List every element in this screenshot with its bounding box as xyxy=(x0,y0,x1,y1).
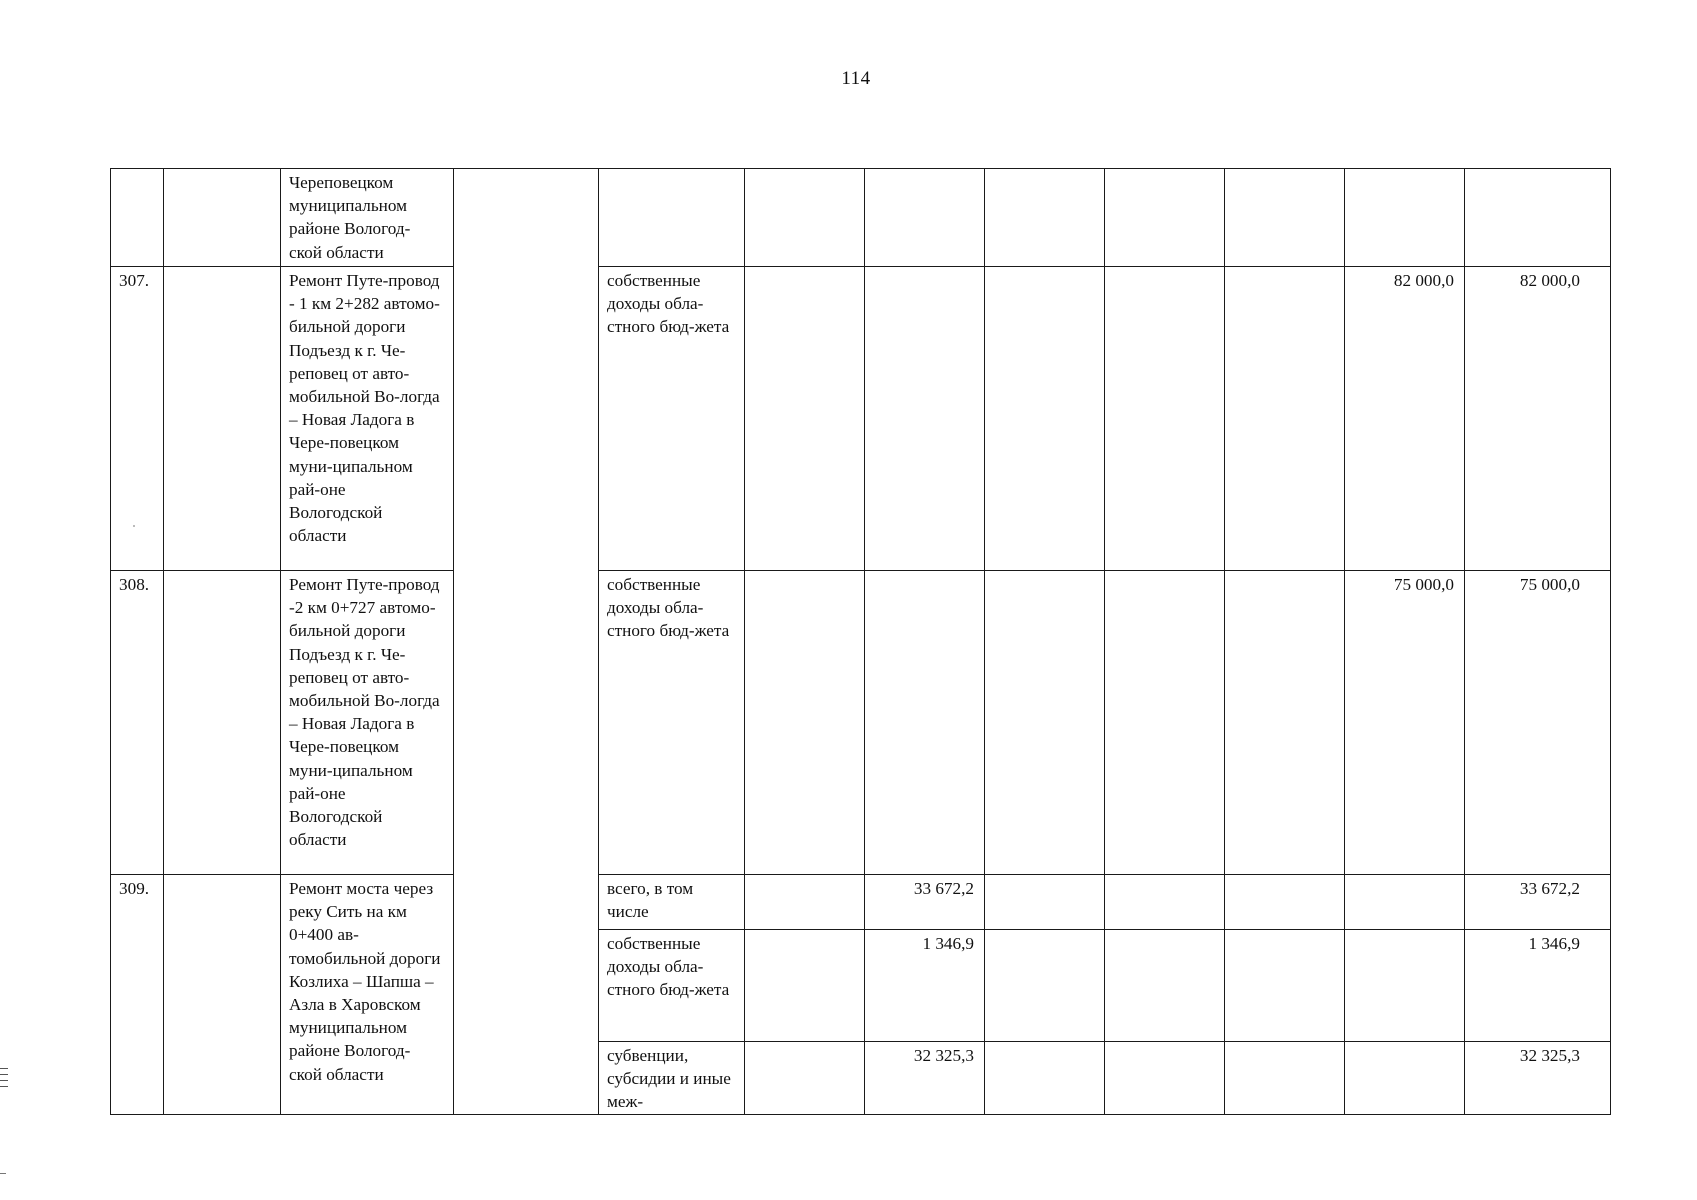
blank-cell xyxy=(1345,875,1465,930)
blank-cell xyxy=(1345,930,1465,1042)
amount-first-year: 32 325,3 xyxy=(865,1042,985,1115)
funding-source: всего, в том числе xyxy=(599,875,745,930)
blank-cell xyxy=(1105,169,1225,267)
blank-cell xyxy=(1345,169,1465,267)
row-index: 308. xyxy=(111,571,164,875)
amount-first-year: 1 346,9 xyxy=(865,930,985,1042)
amount-total: 82 000,0 xyxy=(1465,267,1611,571)
blank-cell xyxy=(985,169,1105,267)
budget-table xyxy=(110,168,1611,1115)
amount-first-year: 33 672,2 xyxy=(865,875,985,930)
blank-cell xyxy=(1225,930,1345,1042)
blank-cell xyxy=(1225,1042,1345,1115)
amount-total: 75 000,0 xyxy=(1465,571,1611,875)
blank-cell xyxy=(164,875,281,1115)
blank-cell xyxy=(865,571,985,875)
blank-cell xyxy=(865,169,985,267)
blank-cell xyxy=(745,930,865,1042)
funding-source: собственные доходы обла-стного бюд-жета xyxy=(599,267,745,571)
blank-cell xyxy=(745,169,865,267)
funding-source: собственные доходы обла-стного бюд-жета xyxy=(599,930,745,1042)
blank-cell xyxy=(1225,571,1345,875)
blank-cell xyxy=(985,875,1105,930)
blank-cell xyxy=(1225,267,1345,571)
blank-cell xyxy=(164,571,281,875)
blank-cell xyxy=(745,875,865,930)
object-name: Ремонт моста через реку Сить на км 0+400 ав-томобильной дороги Козлиха – Шапша – Азла в Харовском муниципальном районе Вологод-ской области xyxy=(281,875,454,1115)
blank-cell xyxy=(985,571,1105,875)
table-row xyxy=(111,571,1611,875)
executor-cell xyxy=(454,169,599,1115)
object-name: Ремонт Путе-провод - 1 км 2+282 автомо-бильной дороги Подъезд к г. Че-реповец от авто-мобильной Во-логда – Новая Ладога в Чере-повецком муни-ципальном рай-оне Вологодской области xyxy=(281,267,454,571)
amount-total: 32 325,3 xyxy=(1465,1042,1611,1115)
blank-cell xyxy=(865,267,985,571)
blank-cell xyxy=(745,267,865,571)
blank-cell xyxy=(1105,875,1225,930)
blank-cell xyxy=(1105,267,1225,571)
blank-cell xyxy=(745,1042,865,1115)
amount-total: 1 346,9 xyxy=(1465,930,1611,1042)
row-index xyxy=(111,169,164,267)
page-number: 114 xyxy=(841,68,871,89)
amount-total: 33 672,2 xyxy=(1465,875,1611,930)
blank-cell xyxy=(985,930,1105,1042)
blank-cell xyxy=(985,267,1105,571)
table-row xyxy=(111,875,1611,930)
object-name: Череповецком муниципальном районе Вологод-ской области xyxy=(281,169,454,267)
object-name: Ремонт Путе-провод -2 км 0+727 автомо-бильной дороги Подъезд к г. Че-реповец от авто-мобильной Во-логда – Новая Ладога в Чере-повецком муни-ципальном рай-оне Вологодской области xyxy=(281,571,454,875)
amount-year: 75 000,0 xyxy=(1345,571,1465,875)
scan-speck xyxy=(133,525,135,527)
row-index: 307. xyxy=(111,267,164,571)
blank-cell xyxy=(1345,1042,1465,1115)
table-row xyxy=(111,267,1611,571)
blank-cell xyxy=(1105,1042,1225,1115)
blank-cell xyxy=(1225,875,1345,930)
row-index: 309. xyxy=(111,875,164,1115)
blank-cell xyxy=(1105,930,1225,1042)
blank-cell xyxy=(745,571,865,875)
blank-cell xyxy=(1225,169,1345,267)
funding-source: субвенции, субсидии и иные меж- xyxy=(599,1042,745,1115)
amount-year: 82 000,0 xyxy=(1345,267,1465,571)
blank-cell xyxy=(1465,169,1611,267)
scan-edge-marks xyxy=(0,1068,8,1100)
scan-edge-mark xyxy=(0,1173,6,1174)
blank-cell xyxy=(164,169,281,267)
funding-source: собственные доходы обла-стного бюд-жета xyxy=(599,571,745,875)
blank-cell xyxy=(164,267,281,571)
blank-cell xyxy=(1105,571,1225,875)
funding-source xyxy=(599,169,745,267)
blank-cell xyxy=(985,1042,1105,1115)
table-row xyxy=(111,169,1611,267)
